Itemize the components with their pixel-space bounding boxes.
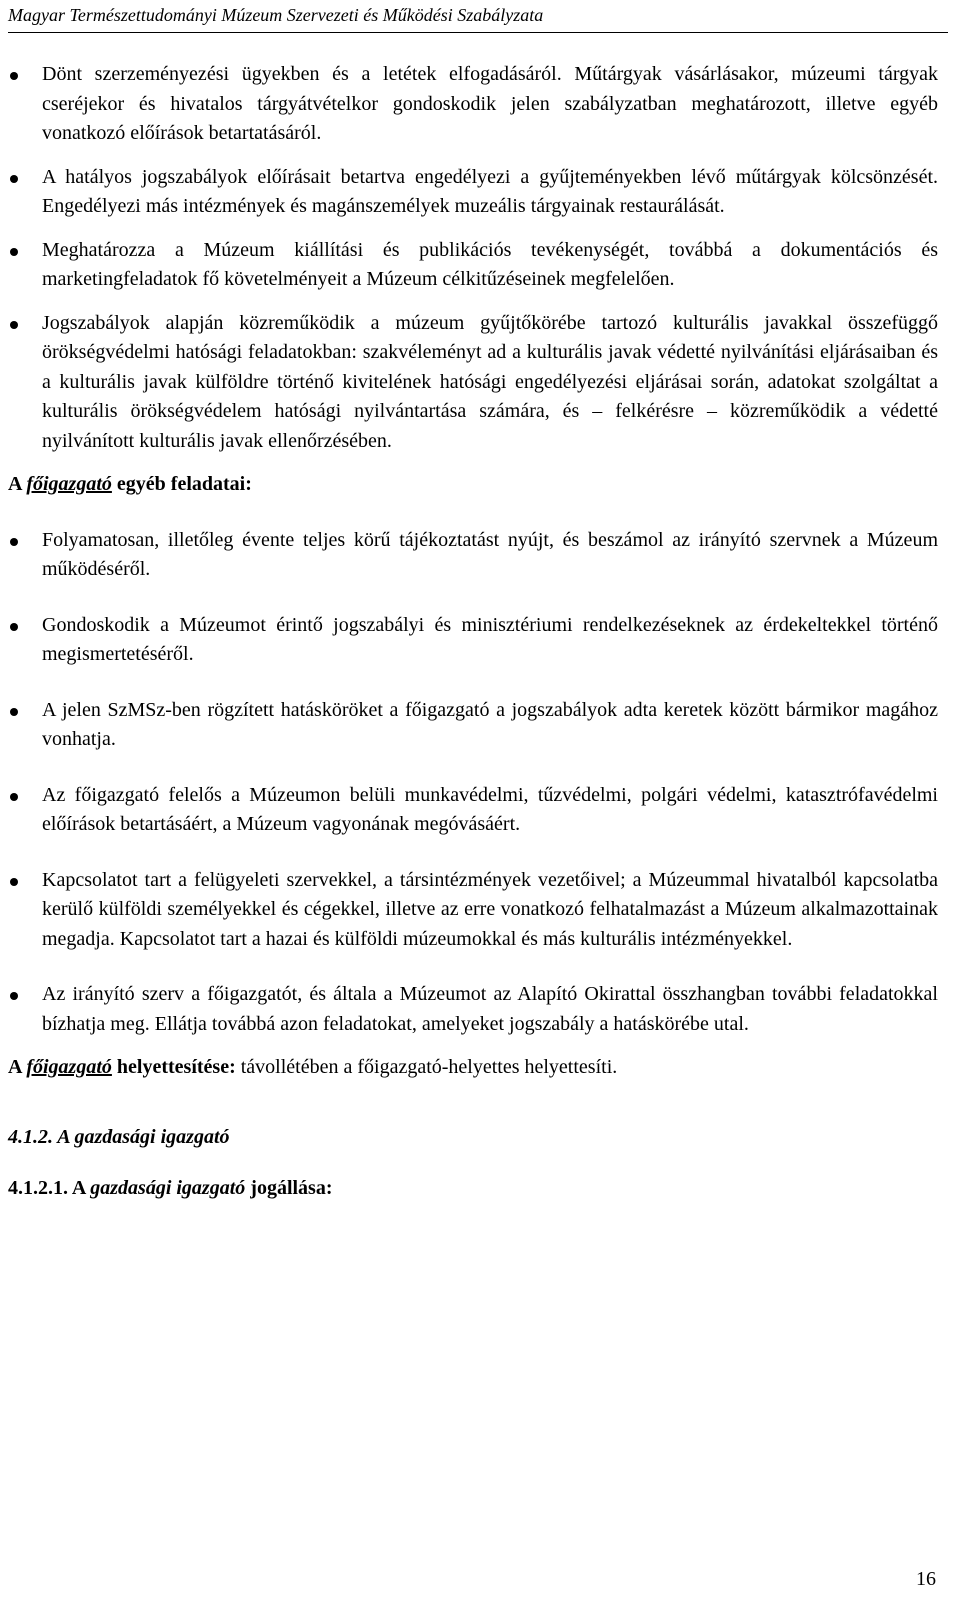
section-title: 4.1.2. A gazdasági igazgató	[8, 1125, 230, 1148]
other-tasks-heading-rest: egyéb feladatai:	[111, 473, 252, 495]
header-title: Magyar Természettudományi Múzeum Szervezeti és Működési Szabályzata	[8, 5, 544, 25]
list-item: Folyamatosan, illetőleg évente teljes körű tájékoztatást nyújt, és beszámol az irányító szervnek a Múzeum működéséről.	[8, 526, 938, 585]
subsection-role: gazdasági igazgató	[90, 1177, 246, 1199]
substitution-text: távollétében a főigazgató-helyettes helyettesíti.	[235, 1056, 618, 1078]
page-number: 16	[916, 1568, 936, 1590]
subsection-number: 4.1.2.1. A	[8, 1177, 91, 1199]
document-header	[8, 4, 948, 33]
subsection-title	[8, 1174, 938, 1204]
list-item: Az irányító szerv a főigazgatót, és általa a Múzeumot az Alapító Okirattal összhangban további feladatokkal bízhatja meg. Ellátja továbbá azon feladatokat, amelyeket jogszabály a hatáskörébe utal.	[8, 980, 938, 1039]
other-tasks-heading-role: főigazgató	[26, 473, 112, 495]
substitution-label: helyettesítése:	[111, 1056, 236, 1078]
subsection-label: jogállása:	[245, 1177, 333, 1199]
list-item: Kapcsolatot tart a felügyeleti szervekkel, a társintézmények vezetőivel; a Múzeummal hivatalból kapcsolatba kerülő külföldi személyekkel és cégekkel, illetve az erre vonatkozó felhatalmazást a Múzeum alkalmazottainak megadja. Kapcsolatot tart a hazai és külföldi múzeumokkal és más kulturális intézményekkel.	[8, 866, 938, 955]
other-tasks-heading	[8, 470, 938, 500]
substitution-paragraph	[8, 1053, 938, 1083]
substitution-a: A	[8, 1056, 27, 1078]
other-tasks-heading-a: A	[8, 473, 27, 495]
list-item: Jogszabályok alapján közreműködik a múzeum gyűjtőkörébe tartozó kulturális javakkal összefüggő örökségvédelmi hatósági feladatokban: szakvéleményt ad a kulturális javak védetté nyilvánítási eljárásaiban és a kulturális javak külföldre történő kivitelének hatósági engedélyezési eljárásai során, adatokat szolgáltat a kulturális örökségvédelem hatósági nyilvántartása számára, és – felkérésre – közreműködik a védetté nyilvánított kulturális javak ellenőrzésében.	[8, 309, 938, 457]
substitution-role: főigazgató	[26, 1056, 112, 1078]
top-bullet-list	[8, 60, 938, 456]
list-item: A hatályos jogszabályok előírásait betartva engedélyezi a gyűjteményekben lévő műtárgyak kölcsönzését. Engedélyezi más intézmények és magánszemélyek muzeális tárgyainak restaurálását.	[8, 163, 938, 222]
list-item: A jelen SzMSz-ben rögzített hatásköröket a főigazgató a jogszabályok adta keretek között bármikor magához vonhatja.	[8, 696, 938, 755]
list-item: Gondoskodik a Múzeumot érintő jogszabályi és minisztériumi rendelkezéseknek az érdekeltekkel történő megismertetéséről.	[8, 611, 938, 670]
list-item: Az főigazgató felelős a Múzeumon belüli munkavédelmi, tűzvédelmi, polgári védelmi, katasztrófavédelmi előírások betartásáért, a Múzeum vagyonának megóvásáért.	[8, 781, 938, 840]
other-tasks-list	[8, 526, 938, 1040]
list-item: Dönt szerzeményezési ügyekben és a letétek elfogadásáról. Műtárgyak vásárlásakor, múzeumi tárgyak cseréjekor és hivatalos tárgyátvételkor gondoskodik jelen szabályzatban meghatározott, illetve egyéb vonatkozó előírások betartatásáról.	[8, 60, 938, 149]
page-content	[8, 60, 938, 1204]
list-item: Meghatározza a Múzeum kiállítási és publikációs tevékenységét, továbbá a dokumentációs és marketingfeladatok fő követelményeit a Múzeum célkitűzéseinek megfelelően.	[8, 236, 938, 295]
